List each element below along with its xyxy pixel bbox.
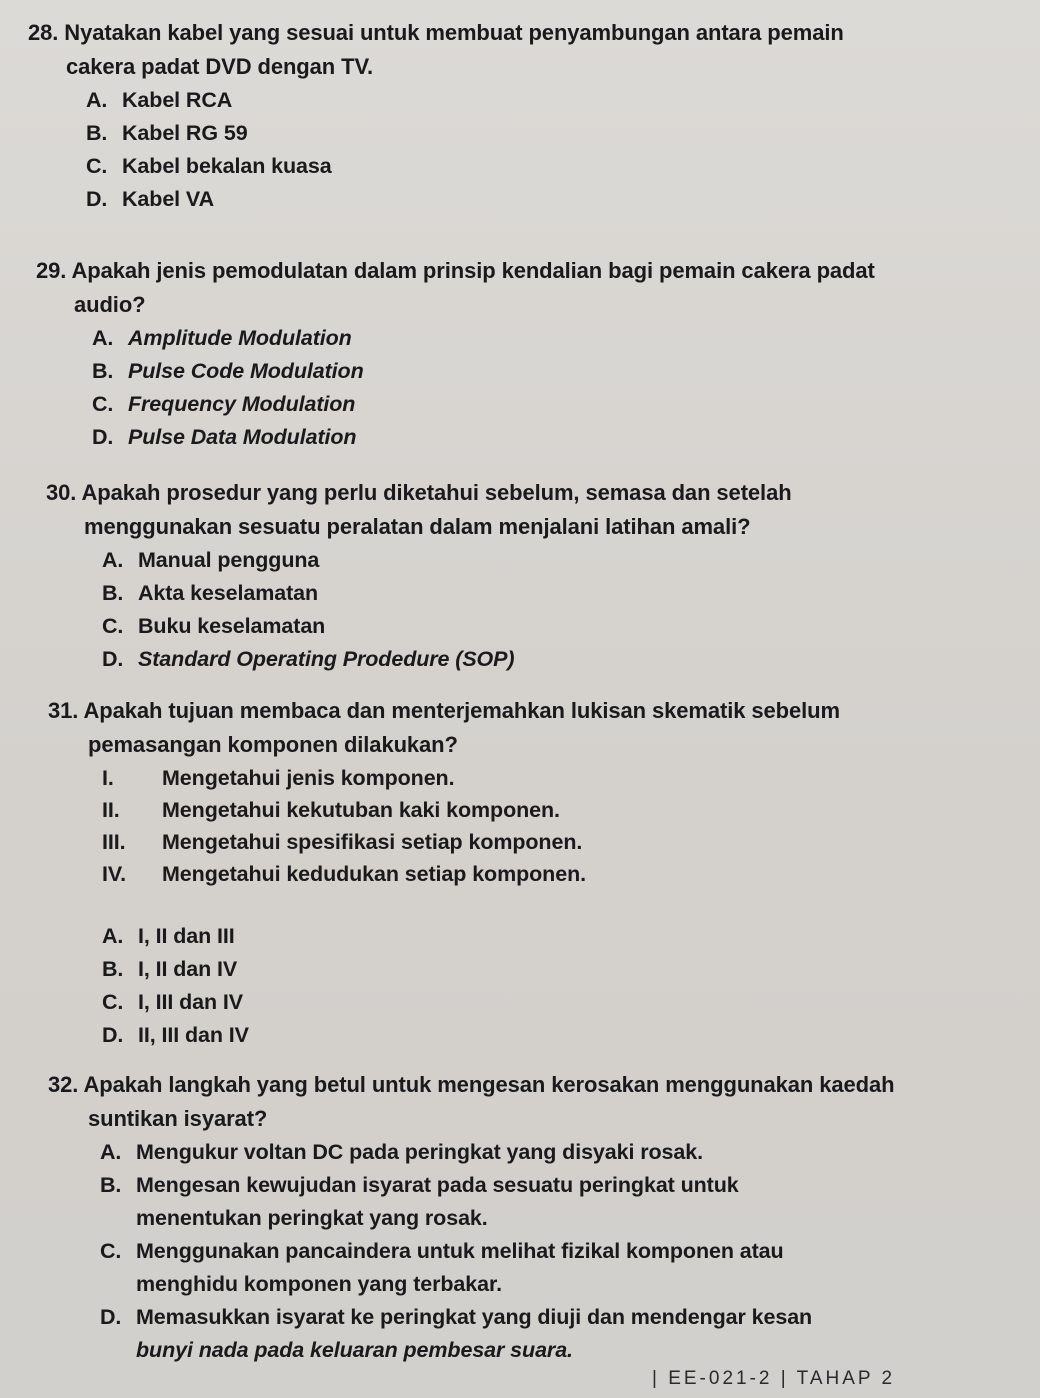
option-29-c: C. Frequency Modulation <box>92 392 356 416</box>
statement-31-i: I. Mengetahui jenis komponen. <box>102 766 455 790</box>
question-31-stem-line1: 31. Apakah tujuan membaca dan menterjemahkan lukisan skematik sebelum <box>48 698 840 723</box>
question-29-stem-line1: 29. Apakah jenis pemodulatan dalam prinsip kendalian bagi pemain cakera padat <box>36 258 875 283</box>
option-32-d: D. Memasukkan isyarat ke peringkat yang diuji dan mendengar kesan <box>100 1305 813 1329</box>
question-29-stem-line2: audio? <box>74 292 146 317</box>
option-29-b: B. Pulse Code Modulation <box>92 359 364 383</box>
option-31-b: B. I, II dan IV <box>102 957 238 981</box>
question-32-stem-line2: suntikan isyarat? <box>88 1106 268 1131</box>
question-28-stem-line2: cakera padat DVD dengan TV. <box>66 54 374 79</box>
option-31-a: A. I, II dan III <box>102 924 235 948</box>
question-30-stem-line1: 30. Apakah prosedur yang perlu diketahui sebelum, semasa dan setelah <box>46 480 792 505</box>
question-28-stem-line1: 28. Nyatakan kabel yang sesuai untuk membuat penyambungan antara pemain <box>28 20 844 45</box>
option-29-d: D. Pulse Data Modulation <box>92 425 357 449</box>
option-30-d: D. Standard Operating Prodedure (SOP) <box>102 647 515 671</box>
question-28 <box>28 16 844 216</box>
question-32-stem-line1: 32. Apakah langkah yang betul untuk mengesan kerosakan menggunakan kaedah <box>48 1072 895 1097</box>
question-30 <box>46 476 792 676</box>
option-32-c: C. Menggunakan pancaindera untuk melihat fizikal komponen atau <box>100 1239 784 1263</box>
question-32 <box>48 1068 894 1367</box>
question-29 <box>36 254 875 454</box>
statement-31-iv: IV. Mengetahui kedudukan setiap komponen. <box>102 862 586 886</box>
option-32-d-line2: bunyi nada pada keluaran pembesar suara. <box>136 1338 573 1362</box>
option-31-d: D. II, III dan IV <box>102 1023 249 1047</box>
option-28-c: C. Kabel bekalan kuasa <box>86 154 332 178</box>
question-31-stem-line2: pemasangan komponen dilakukan? <box>88 732 458 757</box>
option-28-d: D. Kabel VA <box>86 187 214 211</box>
option-29-a: A. Amplitude Modulation <box>92 326 352 350</box>
page-footer: | EE-021-2 | TAHAP 2 <box>652 1368 896 1389</box>
statement-31-ii: II. Mengetahui kekutuban kaki komponen. <box>102 798 560 822</box>
option-30-c: C. Buku keselamatan <box>102 614 326 638</box>
option-28-b: B. Kabel RG 59 <box>86 121 248 145</box>
option-30-a: A. Manual pengguna <box>102 548 320 572</box>
question-30-stem-line2: menggunakan sesuatu peralatan dalam menjalani latihan amali? <box>84 514 751 539</box>
option-30-b: B. Akta keselamatan <box>102 581 319 605</box>
option-32-b-line2: menentukan peringkat yang rosak. <box>136 1206 488 1230</box>
option-28-a: A. Kabel RCA <box>86 88 233 112</box>
option-32-c-line2: menghidu komponen yang terbakar. <box>136 1272 502 1296</box>
option-31-c: C. I, III dan IV <box>102 990 244 1014</box>
option-32-b: B. Mengesan kewujudan isyarat pada sesuatu peringkat untuk <box>100 1173 739 1197</box>
question-31 <box>48 694 840 1052</box>
statement-31-iii: III. Mengetahui spesifikasi setiap komponen. <box>102 830 583 854</box>
option-32-a: A. Mengukur voltan DC pada peringkat yang disyaki rosak. <box>100 1140 703 1164</box>
